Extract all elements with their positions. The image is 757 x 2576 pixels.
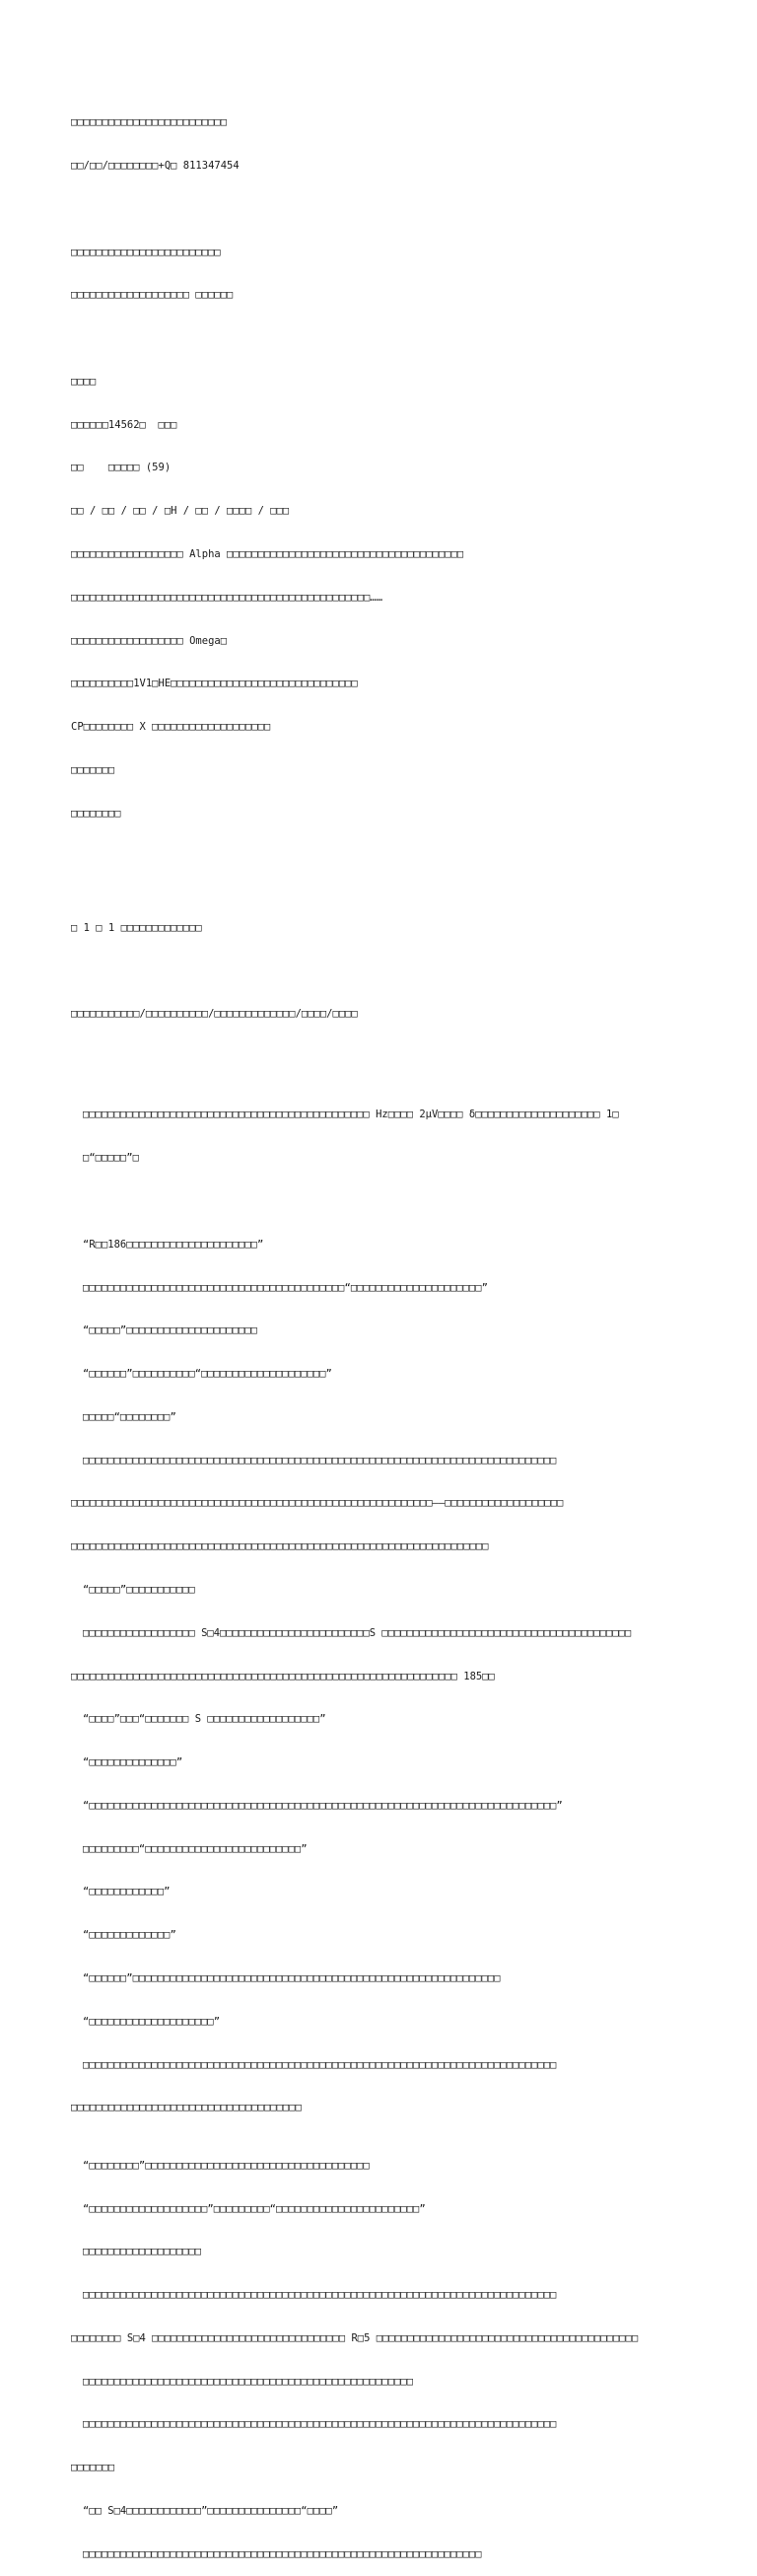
body-line: “R□□186□□□□□□□□□□□□□□□□□□□□□”: [83, 1238, 264, 1251]
section-path: □□□□□□□□□□□/□□□□□□□□□□/□□□□□□□□□□□□□/□□□□/□□□□: [71, 1008, 358, 1021]
body-line: [71, 1194, 692, 1209]
meta-line: □□□□□□□□□□□□□□□□□□ Alpha □□□□□□□□□□□□□□□□□□□□□□□□□□□□□□□□□□□□□□: [71, 548, 464, 560]
intro-line: □□□□□□□□□□□□□□□□□□□ □□□□□□: [71, 289, 234, 302]
meta-line: □□□□□□14562□ □□□: [71, 418, 177, 431]
body-line: □□□□□□□□□□□□□□□□□□□: [83, 2246, 202, 2258]
body-line: “□□□□□□□□□□□□□□□□□□□□”: [83, 2015, 221, 2028]
document-body: [71, 87, 692, 2576]
body-line: “□□□□□□□□□□□□□□”: [83, 1756, 183, 1769]
body-line: □□□□□□□□□□□□□□□□□□□□□□□□□□□□□□□□□□□□□□□□□□□□□□□□□□□□□□□□□□□□□□□□□□□□□□□□□□□□: [83, 2289, 557, 2302]
body-line: □□□□□□□□ S□4 □□□□□□□□□□□□□□□□□□□□□□□□□□□□□□□ R□5 □□□□□□□□□□□□□□□□□□□□□□□□□□□□□□□□□□□□□□□□□□: [71, 2331, 639, 2344]
body-line: “□□□□□”□□□□□□□□□□□□□□□□□□□□□: [83, 1324, 258, 1337]
meta-line: □□□□□□□□□□□□□□□□□□□□□□□□□□□□□□□□□□□□□□□□□□□□□□□□……: [71, 591, 383, 604]
body-line: □□□□□□□□□□□□□□□□□□□□□□□□□□□□□□□□□□□□□□□□□□□□□□□□□□□□□□□□□□□□□□□□: [83, 2547, 482, 2560]
body-line: “□□□□□□□□□□□□□□□□□□□”□□□□□□□□□“□□□□□□□□□□□□□□□□□□□□□□□”: [83, 2202, 426, 2215]
body-line: □□□□□□□□□□□□□□□□□□□□□□□□□□□□□□□□□□□□□□□□□□□□□□□□□□□□□□□□□□□□□□□□□□□□□□□□□□□□: [83, 2058, 557, 2071]
body-line: □□□□□□□□□□□□□□□□□□□□□□□□□□□□□□□□□□□□□□□□□□□□□□□□□□□□□□□□□□□□□□ 185□□: [71, 1670, 495, 1682]
body-line: □□□□□□□□□□□□□□□□□□□□□□□□□□□□□□□□□□□□□□□□□□□□□□□□□□□□□□□□□□□□□□□□□□□□□□□□□□□□: [83, 1454, 557, 1467]
meta-line: □□ □□□□□ (59): [71, 462, 172, 474]
meta-line: □□ / □□ / □□ / □H / □□ / □□□□ / □□□: [71, 505, 290, 518]
body-line: “□□□□□”□□□□□□□□□□□: [83, 1583, 195, 1596]
body-line: “□□□□□□□□□□□□□□□□□□□□□□□□□□□□□□□□□□□□□□□□□□□□□□□□□□□□□□□□□□□□□□□□□□□□□□□□□□□”: [83, 1799, 563, 1812]
header-line: □□□□□□□□□□□□□□□□□□□□□□□□□: [71, 116, 228, 129]
body-line: □□□□□□□□□□□□□□□□□□□□□□□□□□□□□□□□□□□□□□□□□□□□□□□□□□□□□□□□□□□□□□□□□□□□□□□□□□□□: [83, 2418, 557, 2431]
section-heading: □ 1 □ 1 □□□□□□□□□□□□□: [71, 921, 202, 934]
body-line: □□□□□□□□□“□□□□□□□□□□□□□□□□□□□□□□□□□”: [83, 1842, 308, 1855]
body-line: “□□□□□□□□”□□□□□□□□□□□□□□□□□□□□□□□□□□□□□□□□□□□□: [83, 2159, 370, 2172]
body-line: □□□□□“□□□□□□□□”: [83, 1410, 176, 1423]
meta-line: □□□□: [71, 375, 97, 388]
body-line: “□□□□□□□□□□□□”: [83, 1886, 171, 1898]
body-line: □□□□□□□□□□□□□□□□□□□□□□□□□□□□□□□□□□□□□□□□□□“□□□□□□□□□□□□□□□□□□□□□”: [83, 1281, 488, 1294]
body-line: □□□□□□□□□□□□□□□□□□□□□□□□□□□□□□□□□□□□□: [71, 2102, 302, 2114]
header-contact-line: □□/□□/□□□□□□□□+Q□ 811347454: [71, 159, 240, 172]
body-line: “□□□□□□□□□□□□□”: [83, 1929, 176, 1942]
body-line: □“□□□□□”□: [83, 1152, 139, 1165]
body-line: □□□□□□□□□□□□□□□□□□□□□□□□□□□□□□□□□□□□□□□□□□□□□□□□□□□□□□□□□□——□□□□□□□□□□□□□□□□□□□: [71, 1497, 564, 1510]
meta-line: CP□□□□□□□□ X □□□□□□□□□□□□□□□□□□□: [71, 721, 271, 734]
body-line: □□□□□□□: [71, 2462, 115, 2474]
body-line: □□□□□□□□□□□□□□□□□□□□□□□□□□□□□□□□□□□□□□□□□□□□□□□□□□□□□: [83, 2375, 414, 2388]
meta-line: □□□□□□□□□□1V1□HE□□□□□□□□□□□□□□□□□□□□□□□□□□□□□□: [71, 678, 358, 690]
body-line: □□□□□□□□□□□□□□□□□□□□□□□□□□□□□□□□□□□□□□□□□□□□□□□□□□□□□□□□□□□□□□□□□□□: [71, 1540, 489, 1553]
body-line: “□□ S□4□□□□□□□□□□□□”□□□□□□□□□□□□□□□“□□□□”: [83, 2504, 339, 2517]
body-line: □□□□□□□□□□□□□□□□□□ S□4□□□□□□□□□□□□□□□□□□□□□□□□S □□□□□□□□□□□□□□□□□□□□□□□□□□□□□□□□□□□□□□□□: [83, 1626, 632, 1639]
body-line: “□□□□”□□□“□□□□□□□ S □□□□□□□□□□□□□□□□□□”: [83, 1713, 326, 1726]
body-line: □□□□□□□□□□□□□□□□□□□□□□□□□□□□□□□□□□□□□□□□□□□□□□ Hz□□□□ 2μV□□□□ δ□□□□□□□□□□□□□□□□□□□□ 1□: [83, 1109, 619, 1121]
meta-line: □□□□□□□□□□□□□□□□□□ Omega□: [71, 634, 228, 647]
meta-line: □□□□□□□: [71, 763, 115, 776]
intro-line: □□□□□□□□□□□□□□□□□□□□□□□□: [71, 246, 221, 258]
body-line: “□□□□□□”□□□□□□□□□□□□□□□□□□□□□□□□□□□□□□□□□□□□□□□□□□□□□□□□□□□□□□□□□□□: [83, 1972, 501, 1984]
meta-line: □□□□□□□□: [71, 807, 121, 820]
body-line: “□□□□□□”□□□□□□□□□□“□□□□□□□□□□□□□□□□□□□□”: [83, 1368, 332, 1381]
